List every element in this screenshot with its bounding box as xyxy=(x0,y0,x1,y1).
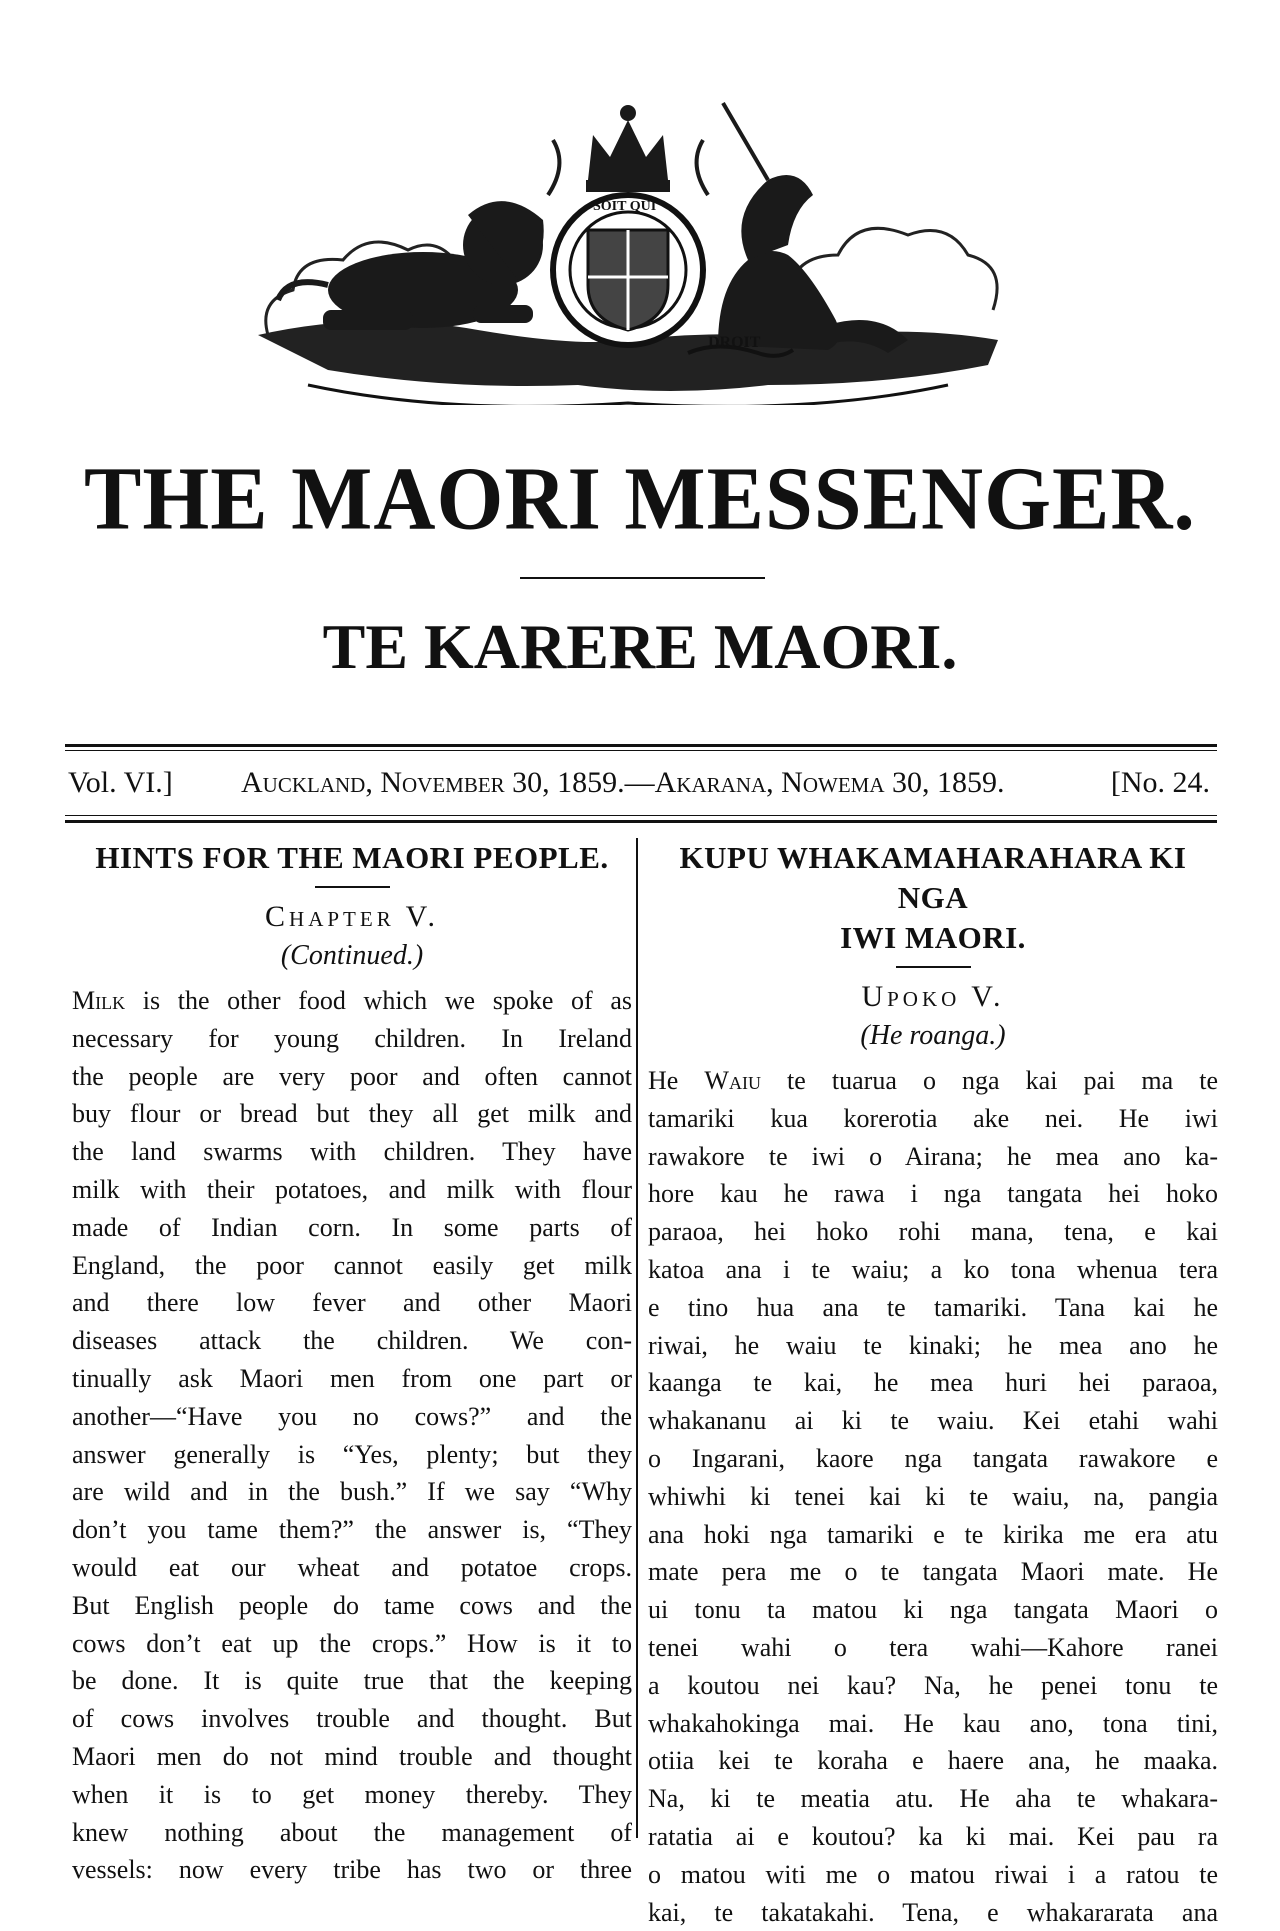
text-line: another—“Have you no cows?” and the xyxy=(72,1401,632,1431)
text-line: katoa ana i te waiu; a ko tona whenua tera xyxy=(648,1254,1218,1284)
svg-text:SOIT QUI: SOIT QUI xyxy=(593,199,657,214)
dateline-top-rule xyxy=(65,744,1217,747)
text-line: paraoa, hei hoko rohi mana, tena, e kai xyxy=(648,1217,1218,1247)
text-line: whakahokinga mai. He kau ano, tona tini, xyxy=(648,1708,1218,1738)
dateline-bottom-rule xyxy=(65,820,1217,823)
text-line: Na, ki te meatia atu. He aha te whakara- xyxy=(648,1784,1218,1814)
text-line: tenei wahi o tera wahi—Kahore ranei xyxy=(648,1632,1218,1662)
text-line: ui tonu ta matou ki nga tangata Maori o xyxy=(648,1595,1218,1625)
english-article-body xyxy=(72,982,632,1889)
dateline xyxy=(68,766,1218,806)
english-article xyxy=(72,838,632,1889)
lead-word: Milk xyxy=(72,986,126,1015)
dateline-bottom-rule-thin xyxy=(65,815,1217,816)
text-line: would eat our wheat and potatoe crops. xyxy=(72,1552,632,1582)
lead-word: Waiu xyxy=(704,1066,761,1095)
text-line: of cows involves trouble and thought. But xyxy=(72,1704,632,1734)
text-line: mate pera me o te tangata Maori mate. He xyxy=(648,1557,1218,1587)
text-line: tinually ask Maori men from one part or xyxy=(72,1363,632,1393)
maori-title-rule xyxy=(896,966,971,968)
text-line: vessels: now every tribe has two or three xyxy=(72,1855,632,1885)
text-line: cows don’t eat up the crops.” How is it to xyxy=(72,1628,632,1658)
text-line: answer generally is “Yes, plenty; but they xyxy=(72,1439,632,1469)
svg-text:DROIT: DROIT xyxy=(708,334,761,351)
maori-article xyxy=(648,838,1218,1931)
maori-article-title-line1: KUPU WHAKAMAHARAHARA KI NGA xyxy=(679,840,1187,915)
text-line: He Waiu te tuarua o nga kai pai ma te xyxy=(648,1066,1218,1095)
maori-continued-label: (He roanga.) xyxy=(860,1020,1006,1051)
text-line: hore kau he rawa i nga tangata hei hoko xyxy=(648,1179,1218,1209)
text-line: riwai, he waiu te kinaki; he mea ano he xyxy=(648,1330,1218,1360)
text-line: and there low fever and other Maori xyxy=(72,1288,632,1318)
text-line: the land swarms with children. They have xyxy=(72,1137,632,1167)
text-line: milk with their potatoes, and milk with flour xyxy=(72,1174,632,1204)
english-continued-label: (Continued.) xyxy=(280,940,424,971)
text-line: whiwhi ki tenei kai ki te waiu, na, pangia xyxy=(648,1481,1218,1511)
text-line: o matou witi me o matou riwai i a ratou te xyxy=(648,1859,1218,1889)
issue-number: [No. 24. xyxy=(1110,766,1210,799)
text-line: o Ingarani, kaore nga tangata rawakore e xyxy=(648,1443,1218,1473)
maori-chapter-heading: Upoko V. xyxy=(861,980,1005,1013)
text-line: rawakore te iwi o Airana; he mea ano ka- xyxy=(648,1141,1218,1171)
royal-coat-of-arms-icon xyxy=(248,85,1008,405)
text-line: buy flour or bread but they all get milk and xyxy=(72,1099,632,1129)
text-line: tamariki kua korerotia ake nei. He iwi xyxy=(648,1103,1218,1133)
text-line: don’t you tame them?” the answer is, “They xyxy=(72,1515,632,1545)
dateline-top-rule-thin xyxy=(65,750,1217,751)
text-line: made of Indian corn. In some parts of xyxy=(72,1212,632,1242)
issue-date: Auckland, November 30, 1859.—Akarana, Nowema 30, 1859. xyxy=(241,766,1005,799)
english-chapter-heading: Chapter V. xyxy=(265,900,439,933)
text-line: ana hoki nga tamariki e te kirika me era atu xyxy=(648,1519,1218,1549)
text-line: e tino hua ana te tamariki. Tana kai he xyxy=(648,1292,1218,1322)
text-line: be done. It is quite true that the keeping xyxy=(72,1666,632,1696)
text-line: ratatia ai e koutou? ka ki mai. Kei pau ra xyxy=(648,1821,1218,1851)
masthead-divider xyxy=(520,577,765,579)
text-line: a koutou nei kau? Na, he penei tonu te xyxy=(648,1670,1218,1700)
text-line: Maori men do not mind trouble and thought xyxy=(72,1741,632,1771)
volume-label: Vol. VI.] xyxy=(68,766,173,799)
text-line: necessary for young children. In Ireland xyxy=(72,1023,632,1053)
masthead-title-english: THE MAORI MESSENGER. xyxy=(84,447,1196,549)
text-line: kai, te takatakahi. Tena, e whakararata ana xyxy=(648,1897,1218,1927)
english-article-title: HINTS FOR THE MAORI PEOPLE. xyxy=(95,840,609,875)
text-line: knew nothing about the management of xyxy=(72,1817,632,1847)
text-line: kaanga te kai, he mea huri hei paraoa, xyxy=(648,1368,1218,1398)
text-line: otiia kei te koraha e haere ana, he maaka. xyxy=(648,1746,1218,1776)
text-line: But English people do tame cows and the xyxy=(72,1590,632,1620)
maori-article-title-line2: IWI MAORI. xyxy=(840,920,1026,955)
text-line: the people are very poor and often cannot xyxy=(72,1061,632,1091)
text-line: are wild and in the bush.” If we say “Why xyxy=(72,1477,632,1507)
text-line: when it is to get money thereby. They xyxy=(72,1779,632,1809)
text-line: Milk is the other food which we spoke of as xyxy=(72,986,632,1015)
english-title-rule xyxy=(315,886,390,888)
masthead-title-maori: TE KARERE MAORI. xyxy=(322,611,958,682)
text-line: England, the poor cannot easily get milk xyxy=(72,1250,632,1280)
text-line: whakananu ai ki te waiu. Kei etahi wahi xyxy=(648,1406,1218,1436)
column-divider xyxy=(636,838,638,1838)
maori-article-body xyxy=(648,1062,1218,1931)
text-line: diseases attack the children. We con- xyxy=(72,1326,632,1356)
